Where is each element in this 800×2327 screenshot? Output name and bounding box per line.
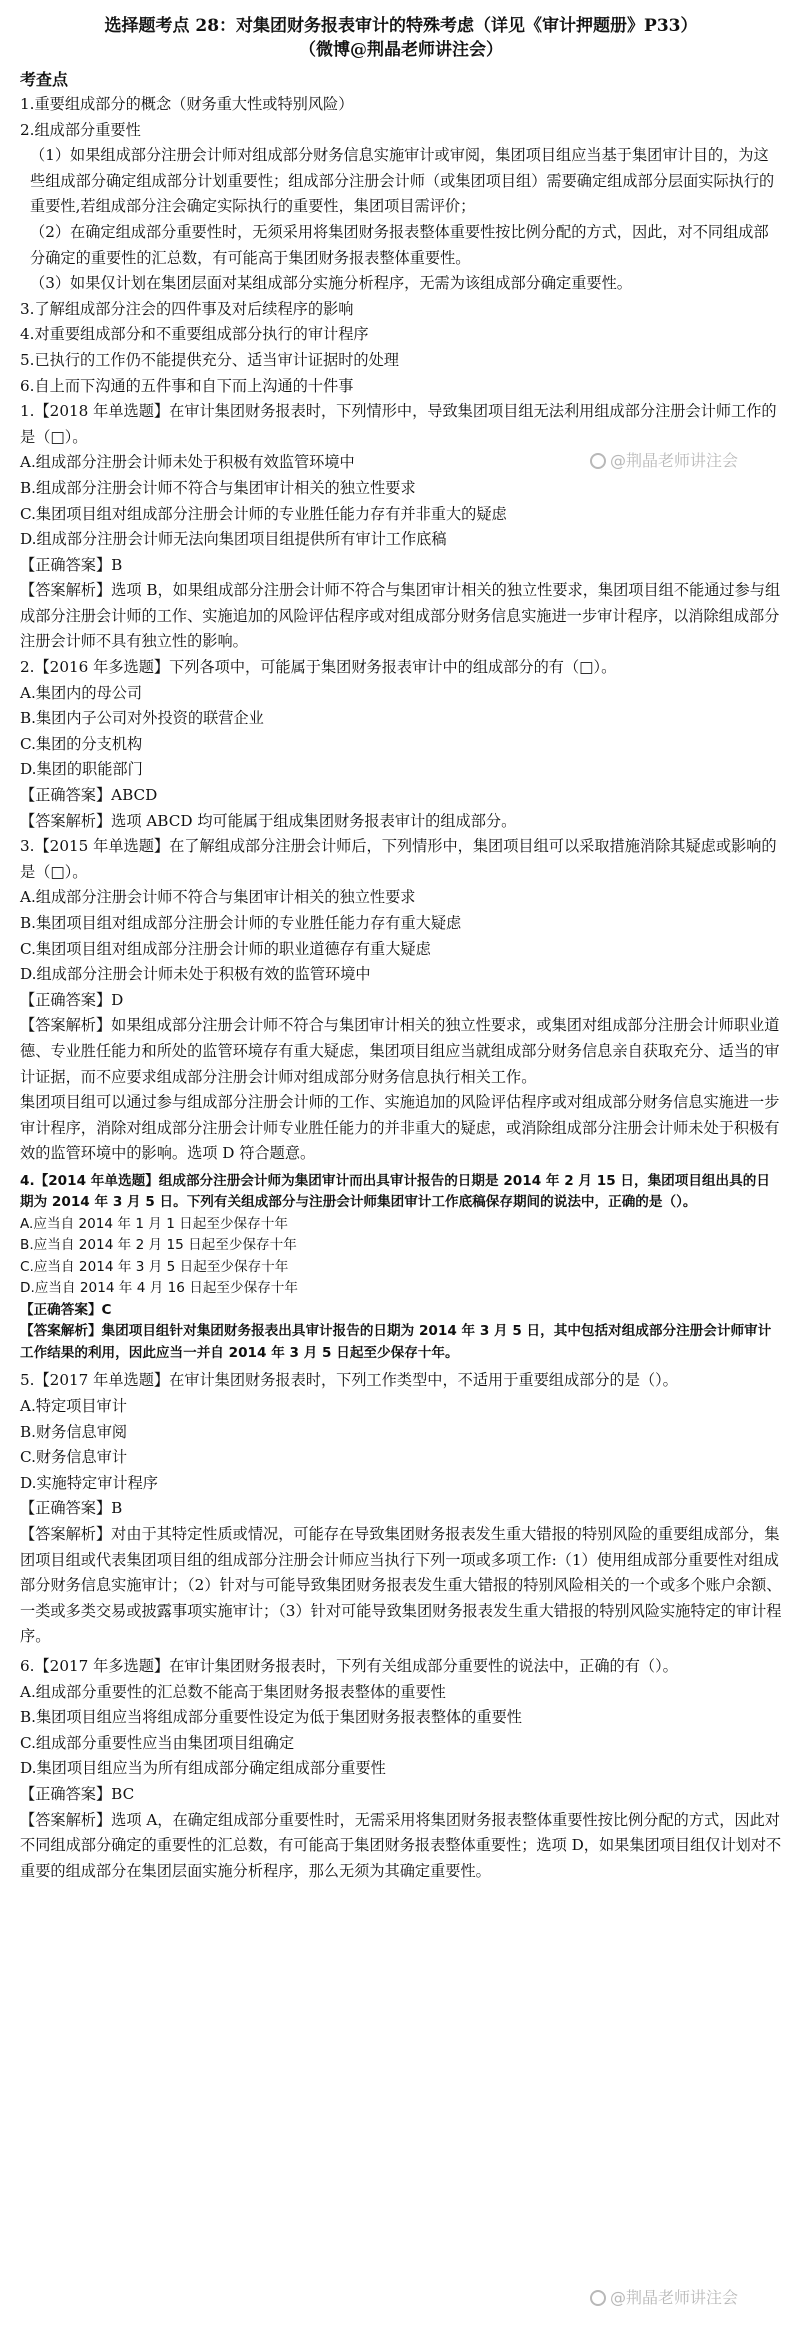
q2-option-c: C.集团的分支机构: [20, 734, 143, 753]
q5-analysis: 【答案解析】对由于其特定性质或情况，可能存在导致集团财务报表发生重大错报的特别风险的重要组成部分，集团项目组或代表集团项目组的组成部分注册会计师应当执行下列一项或多项工作:（1）使用组成部分重要性对组成部分财务信息实施审计；（2）针对与可能导致集团财务报表发生重大错报的特别风险相关的一个或多个账户余额、一类或多类交易或披露事项实施审计；（3）针对可能导致集团财务报表发生重大错报的特别风险实施特定的审计程序。: [20, 1525, 782, 1646]
question-5: [20, 1368, 782, 1650]
q3-option-d: D.组成部分注册会计师未处于积极有效的监管环境中: [20, 965, 371, 984]
q6-option-a: A.组成部分重要性的汇总数不能高于集团财务报表整体的重要性: [20, 1682, 446, 1701]
points-heading: 考查点: [20, 70, 69, 89]
question-2: [20, 655, 782, 834]
q3-stem: 3.【2015 年单选题】在了解组成部分注册会计师后，下列情形中，集团项目组可以采取措施消除其疑虑或影响的是（□）。: [20, 837, 777, 881]
q2-answer: 【正确答案】ABCD: [20, 786, 158, 805]
point-4: 4.对重要组成部分和不重要组成部分执行的审计程序: [20, 325, 369, 344]
watermark: @荆晶老师讲注会: [590, 448, 738, 471]
q2-stem: 2.【2016 年多选题】下列各项中，可能属于集团财务报表审计中的组成部分的有（□）。: [20, 658, 617, 677]
q5-option-d: D.实施特定审计程序: [20, 1473, 158, 1492]
q3-option-a: A.组成部分注册会计师不符合与集团审计相关的独立性要求: [20, 888, 416, 907]
q1-option-d: D.组成部分注册会计师无法向集团项目组提供所有审计工作底稿: [20, 530, 447, 549]
q3-option-c: C.集团项目组对组成部分注册会计师的职业道德存有重大疑虑: [20, 939, 431, 958]
q6-analysis: 【答案解析】选项 A，在确定组成部分重要性时，无需采用将集团财务报表整体重要性按比例分配的方式，因此对不同组成部分确定的重要性的汇总数，有可能高于集团财务报表整体重要性；选项 D，如果集团项目组仅计划对不重要的组成部分在集团层面实施分析程序，那么无须为其确定重要性。: [20, 1810, 782, 1880]
q4-option-c: C.应当自 2014 年 3 月 5 日起至少保存十年: [20, 1258, 289, 1275]
q4-option-d: D.应当自 2014 年 4 月 16 日起至少保存十年: [20, 1280, 298, 1297]
q6-stem: 6.【2017 年多选题】在审计集团财务报表时，下列有关组成部分重要性的说法中，正确的有（）。: [20, 1656, 678, 1675]
point-2-1: （1）如果组成部分注册会计师对组成部分财务信息实施审计或审阅，集团项目组应当基于集团审计目的，为这些组成部分确定组成部分计划重要性；组成部分注册会计师（或集团项目组）需要确定组成部分层面实际执行的重要性,若组成部分注会确定实际执行的重要性，集团项目需评价；: [30, 146, 775, 216]
point-2: 2.组成部分重要性: [20, 120, 141, 139]
point-2-2: （2）在确定组成部分重要性时，无须采用将集团财务报表整体重要性按比例分配的方式，因此，对不同组成部分确定的重要性的汇总数，有可能高于集团财务报表整体重要性。: [30, 222, 769, 267]
q2-option-d: D.集团的职能部门: [20, 760, 143, 779]
q6-answer: 【正确答案】BC: [20, 1784, 135, 1803]
point-2-3: （3）如果仅计划在集团层面对某组成部分实施分析程序，无需为该组成部分确定重要性。: [30, 274, 632, 293]
q5-answer: 【正确答案】B: [20, 1499, 123, 1518]
q6-option-c: C.组成部分重要性应当由集团项目组确定: [20, 1733, 295, 1752]
q2-option-b: B.集团内子公司对外投资的联营企业: [20, 709, 264, 728]
q4-answer: 【正确答案】C: [20, 1301, 112, 1318]
point-6: 6.自上而下沟通的五件事和自下而上沟通的十件事: [20, 376, 354, 395]
q5-stem: 5.【2017 年单选题】在审计集团财务报表时，下列工作类型中，不适用于重要组成部分的是（）。: [20, 1371, 678, 1390]
q3-analysis: 【答案解析】如果组成部分注册会计师不符合与集团审计相关的独立性要求，或集团对组成部分注册会计师职业道德、专业胜任能力和所处的监管环境存有重大疑虑，集团项目组应当就组成部分财务信息亲自获取充分、适当的审计证据，而不应要求组成部分注册会计师对组成部分财务信息执行相关工作。: [20, 1016, 780, 1086]
q5-option-a: A.特定项目审计: [20, 1397, 127, 1416]
point-3: 3.了解组成部分注会的四件事及对后续程序的影响: [20, 299, 354, 318]
q3-analysis-2: 集团项目组可以通过参与组成部分注册会计师的工作、实施追加的风险评估程序或对组成部分财务信息实施进一步审计程序，消除对组成部分注册会计师专业胜任能力的并非重大的疑虑，或消除组成部分注册会计师未处于积极有效的监管环境中的影响。选项 D 符合题意。: [20, 1093, 780, 1163]
q3-answer: 【正确答案】D: [20, 990, 124, 1009]
q4-option-a: A.应当自 2014 年 1 月 1 日起至少保存十年: [20, 1215, 288, 1232]
point-5: 5.已执行的工作仍不能提供充分、适当审计证据时的处理: [20, 350, 399, 369]
q4-analysis: 【答案解析】集团项目组针对集团财务报表出具审计报告的日期为 2014 年 3 月 5 日，其中包括对组成部分注册会计师审计工作结果的利用，因此应当一并自 2014 年 3 月 5 日起至少保存十年。: [20, 1323, 772, 1361]
q2-analysis: 【答案解析】选项 ABCD 均可能属于组成集团财务报表审计的组成部分。: [20, 811, 517, 830]
q3-option-b: B.集团项目组对组成部分注册会计师的专业胜任能力存有重大疑虑: [20, 914, 462, 932]
q1-option-c: C.集团项目组对组成部分注册会计师的专业胜任能力存有并非重大的疑虑: [20, 504, 507, 523]
title-line-1: 选择题考点 28：对集团财务报表审计的特殊考虑（详见《审计押题册》P33）: [104, 16, 698, 36]
q1-answer: 【正确答案】B: [20, 555, 123, 574]
q1-option-a: A.组成部分注册会计师未处于积极有效监管环境中: [20, 453, 355, 472]
q4-stem: 4.【2014 年单选题】组成部分注册会计师为集团审计而出具审计报告的日期是 2014 年 2 月 15 日，集团项目组出具的日期为 2014 年 3 月 5 日。下列有关组成部分与注册会计师集团审计工作底稿保存期间的说法中，正确的是（）。: [20, 1172, 770, 1211]
question-4: [20, 1171, 782, 1365]
q1-stem: 1.【2018 年单选题】在审计集团财务报表时，下列情形中，导致集团项目组无法利用组成部分注册会计师工作的是（□）。: [20, 402, 777, 446]
question-1: [20, 399, 782, 655]
weibo-icon: [590, 453, 606, 469]
question-6: [20, 1654, 782, 1884]
q1-option-b: B.组成部分注册会计师不符合与集团审计相关的独立性要求: [20, 478, 416, 497]
point-1: 1.重要组成部分的概念（财务重大性或特别风险）: [20, 95, 354, 113]
q5-option-c: C.财务信息审计: [20, 1448, 128, 1467]
watermark-bottom: @荆晶老师讲注会: [590, 2285, 738, 2308]
q1-analysis: 【答案解析】选项 B，如果组成部分注册会计师不符合与集团审计相关的独立性要求，集团项目组不能通过参与组成部分注册会计师的工作、实施追加的风险评估程序或对组成部分财务信息实施进一步审计程序，以消除组成部分注册会计师不具有独立性的影响。: [20, 581, 781, 651]
question-3: [20, 834, 782, 1167]
weibo-icon: [590, 2290, 606, 2306]
q6-option-b: B.集团项目组应当将组成部分重要性设定为低于集团财务报表整体的重要性: [20, 1708, 522, 1727]
document-title: [20, 14, 782, 62]
q5-option-b: B.财务信息审阅: [20, 1422, 128, 1441]
q4-option-b: B.应当自 2014 年 2 月 15 日起至少保存十年: [20, 1237, 297, 1254]
q6-option-d: D.集团项目组应当为所有组成部分确定组成部分重要性: [20, 1759, 386, 1778]
q2-option-a: A.集团内的母公司: [20, 683, 143, 702]
title-line-2: （微博@荆晶老师讲注会）: [299, 40, 503, 60]
